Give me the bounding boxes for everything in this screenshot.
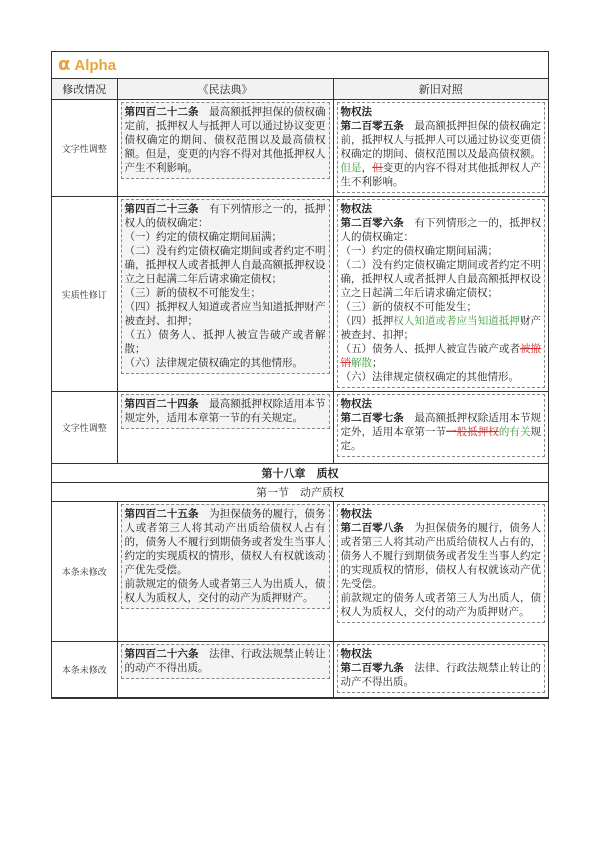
- change-type: 本条未修改: [52, 642, 117, 698]
- change-type: 实质性修订: [52, 197, 117, 392]
- old-law-cell: [333, 100, 548, 197]
- old-law-title: 物权法: [340, 398, 372, 410]
- table-header: [52, 79, 548, 100]
- old-law-cell: [333, 642, 548, 698]
- header-comparison: 新旧对照: [333, 79, 548, 100]
- civil-code-article: 第四百二十三条 有下列情形之一的，抵押权人的债权确定： （一）约定的债权确定期间届满； （二）没有约定债权确定期间或者约定不明确，抵押权人或者抵押人自最高额抵押权设立之日起满二年后请求确定债权； （三）新的债权不可能发生； （四）抵押权人知道或者应当知道抵押财产被查封、扣押； （五）债务人、抵押人被宣告破产或者解散； （六）法律规定债权确定的其他情形。: [121, 199, 330, 374]
- header-change-type: 修改情况: [52, 79, 117, 100]
- added-text: 权人知道或者应当知道抵押: [393, 315, 520, 327]
- section-title: 第一节 动产质权: [52, 483, 548, 502]
- old-law-article: 物权法 第二百零七条 最高额抵押权除适用本节规定外，适用本章第一节一般抵押权的有关规定。: [337, 394, 546, 457]
- old-law-article: 物权法 第二百零六条 有下列情形之一的，抵押权人的债权确定： （一）约定的债权确定期间届满； （二）没有约定债权确定期间或者约定不明确，抵押权人或者抵押人自最高额抵押权设立之日起满二年后请求确定债权； （三）新的债权不可能发生； （四）抵押权人知道或者应当知道抵押财产被查封、扣押； （五）债务人、抵押人被宣告破产或者被撤销解散； （六）法律规定债权确定的其他情形。: [337, 199, 546, 388]
- civil-code-cell: [117, 392, 333, 464]
- table-row: [52, 642, 548, 698]
- deleted-text: 但: [372, 162, 383, 174]
- chapter-row: [52, 464, 548, 483]
- comparison-table: [52, 79, 548, 698]
- civil-code-article: 第四百二十二条 最高额抵押担保的债权确定前，抵押权人与抵押人可以通过协议变更债权确定的期间、债权范围以及最高债权额。但是，变更的内容不得对其他抵押权人产生不利影响。: [121, 102, 330, 179]
- old-law-cell: [333, 392, 548, 464]
- change-type: 本条未修改: [52, 502, 117, 642]
- added-text: 但是: [340, 162, 362, 174]
- old-law-title: 物权法: [340, 106, 372, 118]
- added-text: 的有关: [498, 426, 531, 438]
- brand-bar: [52, 52, 548, 79]
- comparison-table-frame: [51, 51, 549, 699]
- brand-name: Alpha: [74, 56, 117, 74]
- added-text: 解散: [351, 357, 372, 369]
- old-law-article: 物权法 第二百零九条 法律、行政法规禁止转让的动产不得出质。: [337, 644, 546, 693]
- old-law-title: 物权法: [340, 508, 372, 520]
- civil-code-cell: [117, 502, 333, 642]
- old-law-cell: [333, 197, 548, 392]
- section-row: [52, 483, 548, 502]
- chapter-title: 第十八章 质权: [52, 464, 548, 483]
- old-law-article: 物权法 第二百零八条 为担保债务的履行，债务人或者第三人将其动产出质给债权人占有的，债务人不履行到期债务或者发生当事人约定的实现质权的情形，债权人有权就该动产优先受偿。 前款规定的债务人或者第三人为出质人，债权人为质权人，交付的动产为质押财产。: [337, 504, 546, 623]
- change-type: 文字性调整: [52, 100, 117, 197]
- table-row: [52, 502, 548, 642]
- change-type: 文字性调整: [52, 392, 117, 464]
- civil-code-cell: [117, 642, 333, 698]
- header-civil-code: 《民法典》: [117, 79, 333, 100]
- civil-code-cell: [117, 100, 333, 197]
- deleted-text: 被撤销: [340, 343, 542, 369]
- deleted-text: 一般抵押权: [446, 426, 499, 438]
- table-row: [52, 100, 548, 197]
- civil-code-cell: [117, 197, 333, 392]
- civil-code-article: 第四百二十四条 最高额抵押权除适用本节规定外，适用本章第一节的有关规定。: [121, 394, 330, 429]
- old-law-article: 物权法 第二百零五条 最高额抵押担保的债权确定前，抵押权人与抵押人可以通过协议变更债权确定的期间、债权范围以及最高债权额。但是，但变更的内容不得对其他抵押权人产生不利影响。: [337, 102, 546, 193]
- civil-code-article: 第四百二十六条 法律、行政法规禁止转让的动产不得出质。: [121, 644, 330, 679]
- civil-code-article: 第四百二十五条 为担保债务的履行，债务人或者第三人将其动产出质给债权人占有的，债务人不履行到期债务或者发生当事人约定的实现质权的情形，债权人有权就该动产优先受偿。 前款规定的债务人或者第三人为出质人，债权人为质权人，交付的动产为质押财产。: [121, 504, 330, 609]
- alpha-logo-icon: α: [58, 54, 71, 75]
- old-law-title: 物权法: [340, 648, 372, 660]
- table-row: [52, 197, 548, 392]
- table-row: [52, 392, 548, 464]
- old-law-cell: [333, 502, 548, 642]
- old-law-title: 物权法: [340, 203, 372, 215]
